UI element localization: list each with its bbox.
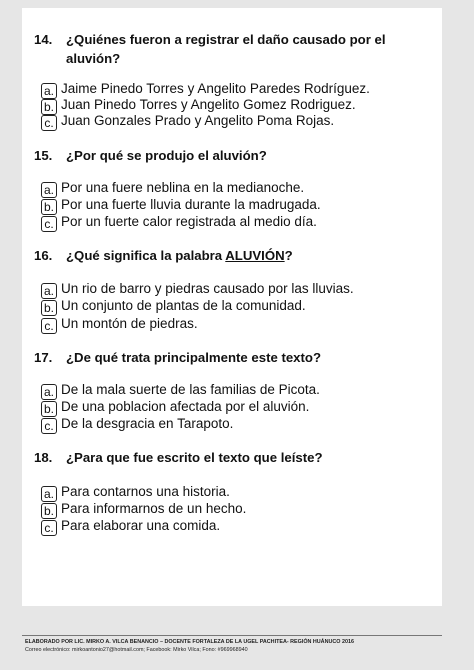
option-letter-box: b.	[41, 300, 57, 316]
question-number: 17.	[34, 350, 53, 365]
option-text: Por una fuere neblina en la medianoche.	[61, 180, 305, 195]
option-16c[interactable]	[41, 315, 198, 334]
question-text: ¿Quiénes fueron a registrar el daño causado por el	[66, 32, 386, 47]
option-text: Juan Gonzales Prado y Angelito Poma Rojas.	[61, 113, 335, 128]
option-letter-box: a.	[41, 486, 57, 502]
option-text: Para contarnos una historia.	[61, 484, 230, 499]
option-15c[interactable]	[41, 213, 317, 232]
footer-author: ELABORADO POR LIC. MIRKO A. VILCA BENANCIO – DOCENTE FORTALEZA DE LA UGEL PACHITEA- REGIÓN HUÁNUCO 2016	[25, 639, 354, 645]
option-text: De la mala suerte de las familias de Picota.	[61, 382, 320, 397]
option-17c[interactable]	[41, 415, 233, 434]
option-letter-box: c.	[41, 318, 57, 334]
option-text: Un conjunto de plantas de la comunidad.	[61, 298, 306, 313]
footer-divider	[22, 635, 442, 636]
underlined-word: ALUVIÓN	[225, 248, 285, 263]
question-15	[34, 146, 412, 165]
question-number: 16.	[34, 248, 53, 263]
option-letter-box: b.	[41, 99, 57, 115]
option-letter-box: c.	[41, 115, 57, 131]
option-letter-box: b.	[41, 503, 57, 519]
question-14	[34, 30, 412, 68]
question-number: 18.	[34, 450, 53, 465]
question-text-end: ?	[284, 248, 293, 263]
option-14c[interactable]	[41, 112, 334, 131]
question-text: ¿Qué significa la palabra	[66, 248, 226, 263]
option-text: Para informarnos de un hecho.	[61, 501, 247, 516]
question-text: ¿Por qué se produjo el aluvión?	[66, 148, 267, 163]
question-number: 14.	[34, 32, 53, 47]
option-letter-box: a.	[41, 384, 57, 400]
option-text: Jaime Pinedo Torres y Angelito Paredes Rodríguez.	[61, 81, 370, 96]
option-letter-box: b.	[41, 401, 57, 417]
option-text: Un rio de barro y piedras causado por las lluvias.	[61, 281, 354, 296]
question-text-continued: aluvión?	[66, 51, 121, 66]
question-17	[34, 348, 412, 367]
question-text: ¿Para que fue escrito el texto que leíste?	[66, 450, 323, 465]
option-letter-box: c.	[41, 520, 57, 536]
option-text: De una poblacion afectada por el aluvión.	[61, 399, 310, 414]
question-text: ¿De qué trata principalmente este texto?	[66, 350, 322, 365]
option-letter-box: c.	[41, 418, 57, 434]
option-text: De la desgracia en Tarapoto.	[61, 416, 234, 431]
option-letter-box: c.	[41, 216, 57, 232]
option-letter-box: b.	[41, 199, 57, 215]
option-text: Juan Pinedo Torres y Angelito Gomez Rodriguez.	[61, 97, 356, 112]
footer-contact: Correo electrónico: mirkoantonio27@hotmail.com; Facebook: Mirko Vilca; Fono: #969968940	[25, 647, 248, 653]
question-16	[34, 246, 412, 265]
option-text: Un montón de piedras.	[61, 316, 198, 331]
option-letter-box: a.	[41, 182, 57, 198]
option-letter-box: a.	[41, 83, 57, 99]
option-text: Por un fuerte calor registrada al medio día.	[61, 214, 317, 229]
option-letter-box: a.	[41, 283, 57, 299]
question-number: 15.	[34, 148, 53, 163]
option-16b[interactable]	[41, 297, 306, 316]
option-text: Por una fuerte lluvia durante la madrugada.	[61, 197, 321, 212]
question-18	[34, 448, 412, 467]
option-18c[interactable]	[41, 517, 220, 536]
option-text: Para elaborar una comida.	[61, 518, 221, 533]
